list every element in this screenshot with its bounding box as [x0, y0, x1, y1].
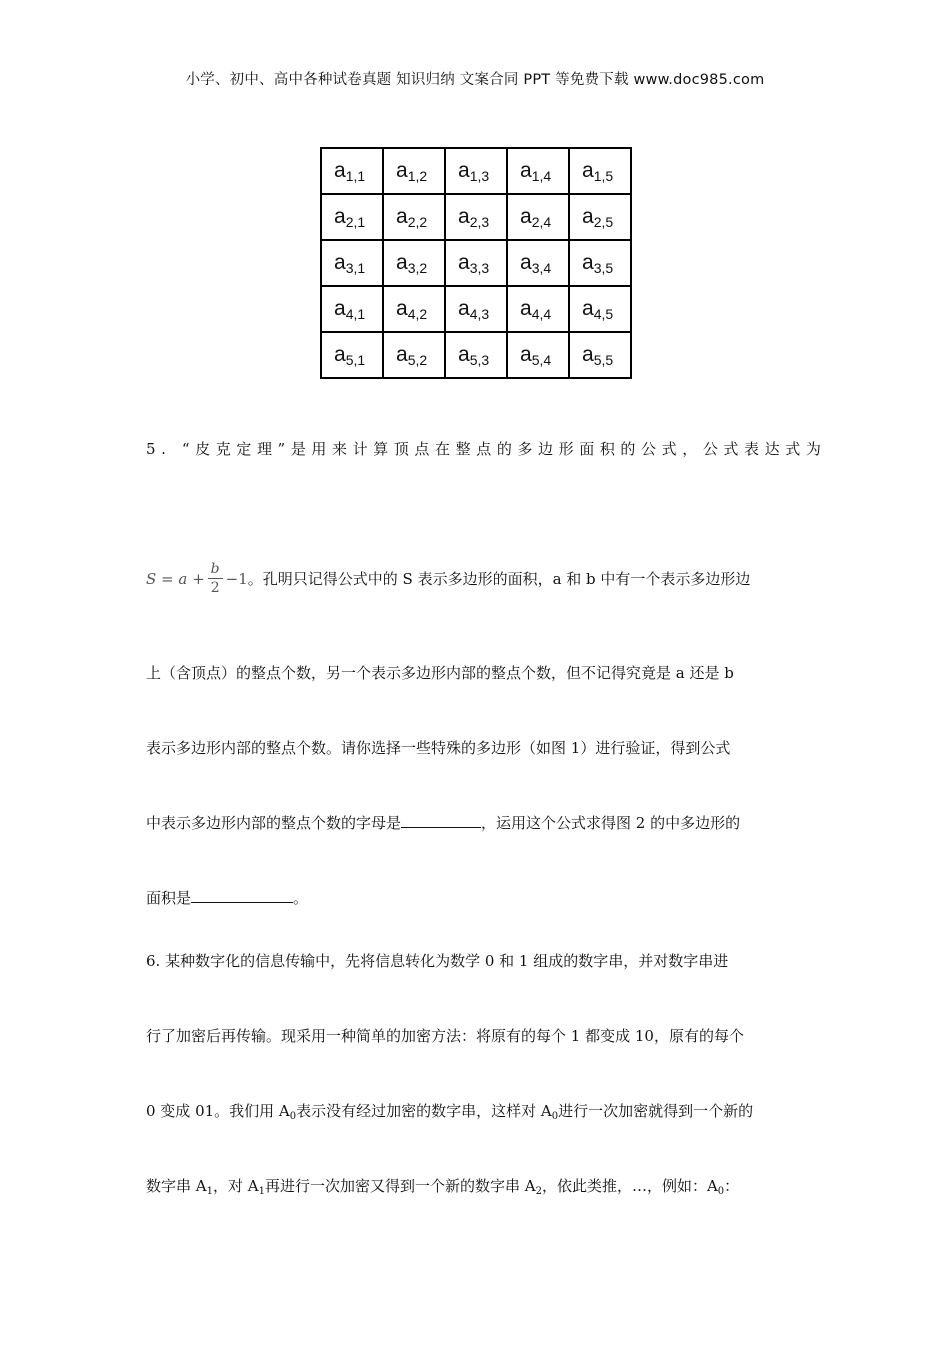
- matrix-cell-base: a: [458, 250, 470, 274]
- matrix-cell-base: a: [520, 296, 532, 320]
- matrix-cell: [507, 194, 569, 240]
- answer-blank-letter[interactable]: [401, 813, 481, 828]
- sub-1b: 1: [258, 1186, 265, 1197]
- q6-line4: [146, 1175, 806, 1197]
- matrix-cell-subscript: 3,2: [407, 259, 428, 276]
- matrix-cell-subscript: 3,3: [469, 259, 490, 276]
- matrix-cell: [507, 332, 569, 378]
- matrix-cell-subscript: 2,5: [593, 213, 614, 230]
- matrix-cell: [569, 148, 631, 194]
- q5-line4-b: ，运用这个公式求得图 2 的中多边形的: [481, 814, 741, 832]
- matrix-cell-subscript: 3,5: [593, 259, 614, 276]
- matrix-cell: [445, 332, 507, 378]
- sub-2: 2: [535, 1186, 542, 1197]
- matrix-cell-subscript: 1,1: [345, 167, 366, 184]
- matrix-cell-base: a: [396, 204, 408, 228]
- matrix-cell: [445, 148, 507, 194]
- matrix-cell-subscript: 1,2: [407, 167, 428, 184]
- matrix-cell: [321, 286, 383, 332]
- matrix-cell-subscript: 2,1: [345, 213, 366, 230]
- matrix-cell-base: a: [334, 296, 346, 320]
- formula-fraction: [208, 560, 223, 597]
- matrix-cell-base: a: [334, 204, 346, 228]
- q5-line5-b: 。: [293, 889, 309, 907]
- q6-line4-e: ：: [724, 1177, 740, 1195]
- matrix-row: [321, 240, 631, 286]
- matrix-cell: [569, 332, 631, 378]
- matrix-cell-base: a: [334, 158, 346, 182]
- matrix-cell-base: a: [334, 342, 346, 366]
- matrix-cell-subscript: 5,2: [407, 351, 428, 368]
- matrix-cell: [569, 286, 631, 332]
- q6-line2: 行了加密后再传输。现采用一种简单的加密方法：将原有的每个 1 都变成 10，原有的每个: [146, 1027, 744, 1045]
- formula-denominator: 2: [210, 580, 220, 596]
- q6-line4-c: 再进行一次加密又得到一个新的数字串 A: [264, 1177, 536, 1195]
- matrix-cell-base: a: [520, 342, 532, 366]
- matrix-cell: [445, 240, 507, 286]
- q6-line4-b: ，对 A: [212, 1177, 259, 1195]
- formula-lhs: S = a +: [146, 569, 205, 588]
- matrix-cell-subscript: 3,1: [345, 259, 366, 276]
- matrix-cell-subscript: 4,1: [345, 305, 366, 322]
- matrix-cell-base: a: [582, 204, 594, 228]
- matrix-cell-subscript: 1,5: [593, 167, 614, 184]
- matrix-cell: [445, 286, 507, 332]
- q5-intro: 5. “皮克定理”是用来计算顶点在整点的多边形面积的公式，公式表达式为: [146, 440, 827, 458]
- matrix-cell: [445, 194, 507, 240]
- matrix-row: [321, 148, 631, 194]
- q5-line5-a: 面积是: [146, 889, 192, 907]
- matrix-cell-subscript: 3,4: [531, 259, 552, 276]
- matrix-cell-base: a: [396, 296, 408, 320]
- matrix-cell: [321, 332, 383, 378]
- matrix-row: [321, 332, 631, 378]
- answer-blank-area[interactable]: [191, 888, 293, 903]
- sub-1a: 1: [206, 1186, 213, 1197]
- matrix-cell-subscript: 4,3: [469, 305, 490, 322]
- q5-line2: 上（含顶点）的整点个数，另一个表示多边形内部的整点个数，但不记得究竟是 a 还是 b: [146, 664, 734, 682]
- matrix-cell-subscript: 2,2: [407, 213, 428, 230]
- q6-line1: 6. 某种数字化的信息传输中，先将信息转化为数学 0 和 1 组成的数字串，并对数字串进: [146, 952, 729, 970]
- matrix-cell-base: a: [334, 250, 346, 274]
- q5-line4: [146, 812, 806, 833]
- sub-0b: 0: [551, 1111, 559, 1122]
- matrix-cell-base: a: [582, 158, 594, 182]
- q6-line3-b: 表示没有经过加密的数字串，这样对 A: [296, 1102, 552, 1120]
- q5-line3: 表示多边形内部的整点个数。请你选择一些特殊的多边形（如图 1）进行验证，得到公式: [146, 739, 731, 757]
- q5-line1-rest: 。孔明只记得公式中的 S 表示多边形的面积，a 和 b 中有一个表示多边形边: [247, 570, 751, 588]
- q6-line3-c: 进行一次加密就得到一个新的: [558, 1102, 754, 1120]
- matrix-cell-base: a: [582, 250, 594, 274]
- matrix-cell: [507, 286, 569, 332]
- sub-0c: 0: [717, 1186, 725, 1197]
- q5-formula-line: [146, 560, 806, 612]
- q6-line4-d: ，依此类推，…，例如：A: [541, 1177, 718, 1195]
- matrix-cell: [383, 194, 445, 240]
- matrix-cell: [321, 240, 383, 286]
- matrix-cell-base: a: [458, 296, 470, 320]
- matrix-cell-base: a: [582, 296, 594, 320]
- page-header: 小学、初中、高中各种试卷真题 知识归纳 文案合同 PPT 等免费下载 www.doc985.com: [185, 72, 765, 88]
- matrix-table: [320, 147, 632, 379]
- matrix-cell-subscript: 2,3: [469, 213, 490, 230]
- matrix-cell-subscript: 1,4: [531, 167, 552, 184]
- formula-numerator: b: [208, 560, 223, 579]
- matrix-cell-base: a: [458, 204, 470, 228]
- matrix-cell: [383, 240, 445, 286]
- formula-tail: −1: [225, 569, 248, 588]
- matrix-cell: [321, 194, 383, 240]
- matrix-cell-subscript: 5,1: [345, 351, 366, 368]
- matrix-cell-subscript: 4,5: [593, 305, 614, 322]
- matrix-cell-subscript: 2,4: [531, 213, 552, 230]
- matrix-cell: [507, 148, 569, 194]
- matrix-cell-base: a: [396, 158, 408, 182]
- matrix-cell-subscript: 5,4: [531, 351, 552, 368]
- matrix-cell-subscript: 5,5: [593, 351, 614, 368]
- sub-0a: 0: [289, 1111, 297, 1122]
- matrix-row: [321, 286, 631, 332]
- matrix-cell-subscript: 5,3: [469, 351, 490, 368]
- q6-line3-a: 0 变成 01。我们用 A: [146, 1102, 290, 1120]
- matrix-cell-subscript: 4,4: [531, 305, 552, 322]
- q5-line5: [146, 887, 806, 908]
- matrix-row: [321, 194, 631, 240]
- matrix-cell-base: a: [458, 342, 470, 366]
- matrix-cell-subscript: 4,2: [407, 305, 428, 322]
- matrix-cell: [383, 286, 445, 332]
- matrix-cell: [569, 194, 631, 240]
- matrix-cell-base: a: [520, 250, 532, 274]
- matrix-cell-base: a: [520, 204, 532, 228]
- matrix-cell: [569, 240, 631, 286]
- matrix-cell: [383, 332, 445, 378]
- matrix-cell-base: a: [520, 158, 532, 182]
- matrix-cell: [507, 240, 569, 286]
- q6-line4-a: 数字串 A: [146, 1177, 207, 1195]
- q5-line4-a: 中表示多边形内部的整点个数的字母是: [146, 814, 402, 832]
- q6-line3: [146, 1100, 806, 1122]
- matrix-cell-base: a: [582, 342, 594, 366]
- matrix-cell-base: a: [458, 158, 470, 182]
- matrix-cell: [383, 148, 445, 194]
- matrix-cell-base: a: [396, 342, 408, 366]
- matrix-cell: [321, 148, 383, 194]
- matrix-cell-subscript: 1,3: [469, 167, 490, 184]
- matrix-cell-base: a: [396, 250, 408, 274]
